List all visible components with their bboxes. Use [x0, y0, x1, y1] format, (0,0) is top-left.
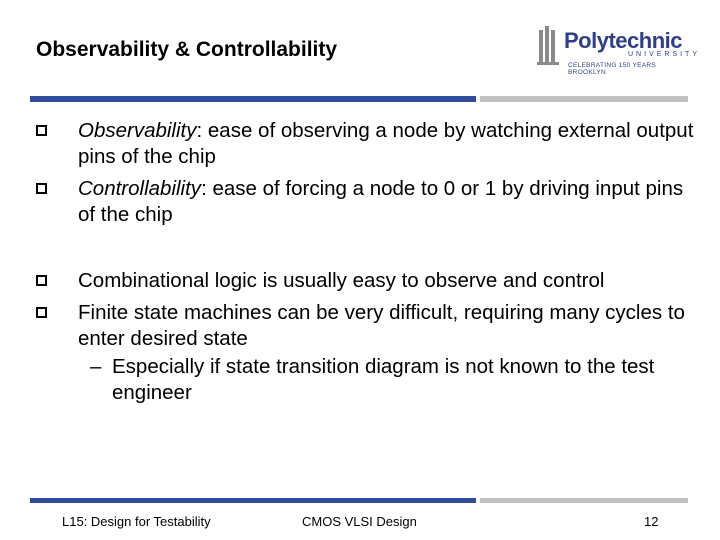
polytechnic-logo — [536, 24, 701, 76]
header-rule-gray — [480, 96, 688, 102]
sub-bullet-text: Especially if state transition diagram is not known to the test engineer — [112, 355, 655, 404]
logo-tagline: CELEBRATING 150 YEARS BROOKLYN — [568, 62, 657, 76]
checkbox-bullet-icon — [36, 125, 47, 136]
bullet-text: : ease of forcing a node to 0 or 1 by driving input pins of the chip — [78, 177, 684, 226]
bullet-controllability — [36, 176, 696, 228]
logo-subtitle: UNIVERSITY — [628, 51, 701, 58]
checkbox-bullet-icon — [36, 183, 47, 194]
footer-rule-gray — [480, 498, 688, 503]
sub-bullet-state-diagram — [36, 354, 696, 406]
footer-lecture-title: L15: Design for Testability — [62, 514, 211, 529]
bullet-finite-state-machines — [36, 300, 696, 352]
bridge-tower-icon — [536, 24, 562, 68]
bullet-term: Observability — [78, 119, 197, 142]
bullet-text: : ease of observing a node by watching external output pins of the chip — [78, 119, 694, 168]
footer-course-title: CMOS VLSI Design — [302, 514, 417, 529]
bullet-combinational-logic — [36, 268, 696, 294]
bullet-observability — [36, 118, 696, 170]
slide-title: Observability & Controllability — [36, 38, 338, 61]
logo-name: Polytechnic — [564, 28, 682, 53]
bullet-text: Finite state machines can be very difficult, requiring many cycles to enter desired state — [78, 301, 685, 350]
checkbox-bullet-icon — [36, 307, 47, 318]
dash-bullet: – — [90, 355, 102, 378]
footer-page-number: 12 — [644, 514, 659, 529]
header-rule-blue — [30, 96, 476, 102]
bullet-term: Controllability — [78, 177, 202, 200]
bullet-text: Combinational logic is usually easy to observe and control — [78, 269, 605, 292]
footer-rule-blue — [30, 498, 476, 503]
checkbox-bullet-icon — [36, 275, 47, 286]
slide-body — [36, 118, 696, 406]
